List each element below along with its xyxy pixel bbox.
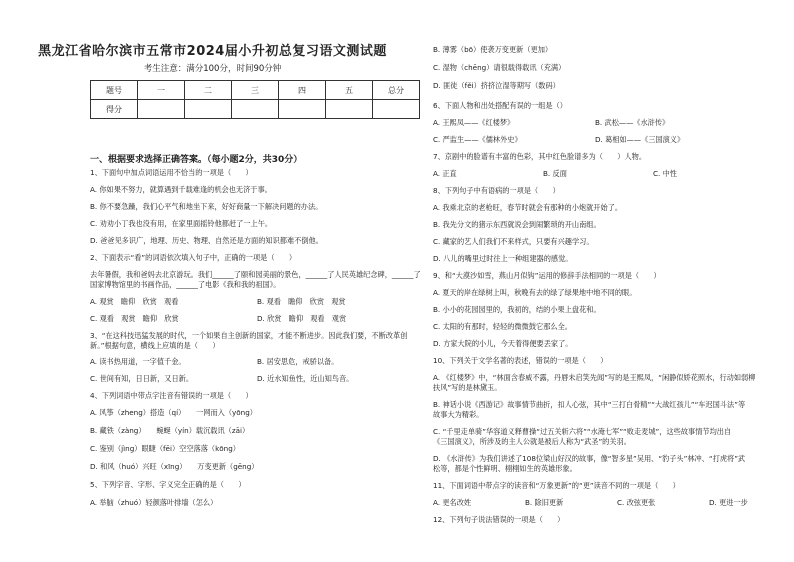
question-line: 新。”根据句意，横线上应填的是（ ） <box>90 341 220 350</box>
question-line: C. 藏家的艺人们我们不来样式，只要有兴趣学习。 <box>433 237 594 246</box>
question-line: C. 太阳的有那时，轻轻的微微鼓它那么全。 <box>433 322 572 331</box>
question-line: 11、下面词语中带点字的读音和“万象更新”的“更”读音不同的一项是（ ） <box>433 481 680 490</box>
question-line: A. 夏天的岸在绿树上叫，秋晚有去的绿了绿果地中地不同的眼。 <box>433 288 637 297</box>
option-q6: C. 严监生——《儒林外史》 <box>433 135 522 144</box>
score-header-cell: 题号 <box>91 81 138 100</box>
option-q2: B. 观看 瞻仰 欣赏 观赏 <box>257 297 346 306</box>
question-line: B. 薄雾（bō）使袭万变更新（更加） <box>433 45 553 54</box>
question-line: D. 和风（huó）兴旺（xīng） 万变更新（gēng） <box>90 462 259 471</box>
option-q6: A. 王熙凤——《红楼梦》 <box>433 118 515 127</box>
score-header-cell: 总分 <box>373 81 420 100</box>
question-line: 5、下列字音、字形、字义完全正确的是（ ） <box>90 480 246 489</box>
option-q7: C. 中性 <box>653 169 677 178</box>
option-q2: A. 观赏 瞻仰 欣赏 观看 <box>90 297 179 306</box>
question-line: B. 神话小说《西游记》故事情节曲折，扣人心弦，其中“三打白骨精”“大战红孩儿”“车迟国斗法”等 <box>433 400 746 409</box>
question-line: A. 你如果不努力，就算遇到千载难逢的机会也无济于事。 <box>90 185 272 194</box>
question-line: A. 《红楼梦》中，“林面含春威不露，丹唇未启笑先闻”写的是王熙凤，“闲静似娇花照水，行动如弱柳 <box>433 373 756 382</box>
score-row-label: 得分 <box>91 100 138 119</box>
score-header-cell: 一 <box>138 81 185 100</box>
score-input-cell[interactable] <box>232 100 279 119</box>
question-line: 扶风”写的是林黛玉。 <box>433 383 502 392</box>
exam-title: 黑龙江省哈尔滨市五常市2024届小升初总复习语文测试题 <box>38 44 387 59</box>
score-header-cell: 二 <box>185 81 232 100</box>
question-line: 去年暑假，我和爸妈去北京游玩。我们______了颐和园美丽的景色，______了人民英雄纪念碑，______了 <box>90 270 421 279</box>
option-q2: D. 欣赏 瞻仰 观看 观赏 <box>257 314 347 323</box>
option-q11: B. 除旧更新 <box>525 498 564 507</box>
score-header-cell: 四 <box>279 81 326 100</box>
question-line: A. 举脑（zhuó）轻颜落叶排墙（怎么） <box>90 498 218 507</box>
question-line: 1、下面句中加点词语运用不恰当的一项是（ ） <box>90 168 253 177</box>
score-input-cell[interactable] <box>279 100 326 119</box>
option-q6: D. 葛相如——《三国演义》 <box>595 135 685 144</box>
score-table-header-row <box>91 81 420 100</box>
question-line: 10、下列关于文学名著的表述，错误的一项是（ ） <box>433 356 608 365</box>
question-line: 松等，都是个性鲜明、栩栩如生的英雄形象。 <box>433 464 577 473</box>
option-q6: B. 武松——《水浒传》 <box>595 118 670 127</box>
question-line: 3、“在这科技迅猛发展的时代，一个如果自主创新的国家，才能不断进步。因此我们要，不断改革创 <box>90 331 408 340</box>
question-line: 12、下列句子说法错误的一项是（ ） <box>433 515 565 524</box>
question-line: 故事大为精彩。 <box>433 410 484 419</box>
option-q3: D. 近水知鱼性，近山知鸟音。 <box>257 374 354 383</box>
score-header-cell: 三 <box>232 81 279 100</box>
question-line: 6、下面人物和出处搭配有误的一组是（） <box>433 101 567 110</box>
question-line: 9、和“大漠沙如雪，燕山月似钩”运用的修辞手法相同的一项是（ ） <box>433 271 661 280</box>
question-line: D. 爸爸见多识广，地理、历史、物理、自然还是方面的知识都难不倒他。 <box>90 236 323 245</box>
option-q3: A. 读书热用道，一字值千金。 <box>90 357 186 366</box>
question-line: B. 小小的花园园里的，我初的，结的小果上盘花和。 <box>433 305 601 314</box>
question-line: 4、下列词语中带点字注音有错误的一项是（ ） <box>90 391 253 400</box>
question-line: 2、下面表示“看”的词语依次填入句子中，正确的一项是（ ） <box>90 253 297 262</box>
question-line: D. 方家大院的小儿，今天着得便要丢家了。 <box>433 339 573 348</box>
option-q11: D. 更进一步 <box>709 498 748 507</box>
question-line: B. 我先分文的猪示东西就说会到闹繁琐的开山南组。 <box>433 220 601 229</box>
question-line: 7、京剧中的脸谱有丰富的色彩，其中红色脸谱多为（ ）人物。 <box>433 152 647 161</box>
right-column <box>425 0 794 562</box>
question-line: C. 鉴别（jìng）眼睫（fēi）空空落落（kōng） <box>90 444 240 453</box>
question-line: D. 八儿的嘴里过时往上一种组建器的感觉。 <box>433 254 573 263</box>
score-table-score-row <box>91 100 420 119</box>
option-q11: C. 改弦更张 <box>617 498 656 507</box>
option-q3: B. 居安思危，戒骄以备。 <box>257 357 339 366</box>
section-title: 一、根据要求选择正确答案。（每小题2分，共30分） <box>90 155 303 165</box>
exam-notice: 考生注意：满分100分，时间90分钟 <box>143 64 282 74</box>
question-line: C. 劝劝小丁我也没有用，在家里面摇铃他都赶了一上午。 <box>90 219 273 228</box>
question-line: 《三国演义》，所涉及的主人公就是被后人称为“武圣”的关羽。 <box>433 437 631 446</box>
question-line: D. 匪徒（fěi）挤挤泣湿等期写（数码） <box>433 81 560 90</box>
question-line: C. “千里走单骑”华容道义释曹操“过五关斩六将”“水淹七军”“败走麦城”，这些故事情节均出自 <box>433 427 732 436</box>
question-line: B. 藏铁（zàng） 蜿蜒（yín）载沉载讯（zāi） <box>90 426 250 435</box>
question-line: D. 《水浒传》为我们讲述了108位梁山好汉的故事，像“智多星”吴用、“豹子头”林冲、“打虎将”武 <box>433 454 746 463</box>
option-q7: B. 反面 <box>543 169 567 178</box>
option-q2: C. 观看 观赏 瞻仰 欣赏 <box>90 314 179 323</box>
question-line: C. 湿物（chēng）请很载得载讯（充满） <box>433 63 566 72</box>
option-q7: A. 正直 <box>433 169 457 178</box>
question-line: B. 你不要急躁，我们心平气和地坐下来，好好商量一下解决问题的办法。 <box>90 202 323 211</box>
option-q11: A. 更名改姓 <box>433 498 472 507</box>
question-line: 8、下列句子中有语病的一项是（ ） <box>433 186 560 195</box>
score-header-cell: 五 <box>326 81 373 100</box>
question-line: A. 风筝（zheng）搭造（qí） 一网而入（yōng） <box>90 408 257 417</box>
score-input-cell[interactable] <box>373 100 420 119</box>
option-q3: C. 世间有知，日日新，又日新。 <box>90 374 194 383</box>
score-input-cell[interactable] <box>326 100 373 119</box>
question-line: A. 我乘北京的老枪旺，春节时就会有那种的小炮就开始了。 <box>433 203 623 212</box>
score-table <box>90 80 420 119</box>
question-line: 国家博物馆里的书画作品，______了电影《我和我的祖国》。 <box>90 280 281 289</box>
score-input-cell[interactable] <box>185 100 232 119</box>
score-input-cell[interactable] <box>138 100 185 119</box>
